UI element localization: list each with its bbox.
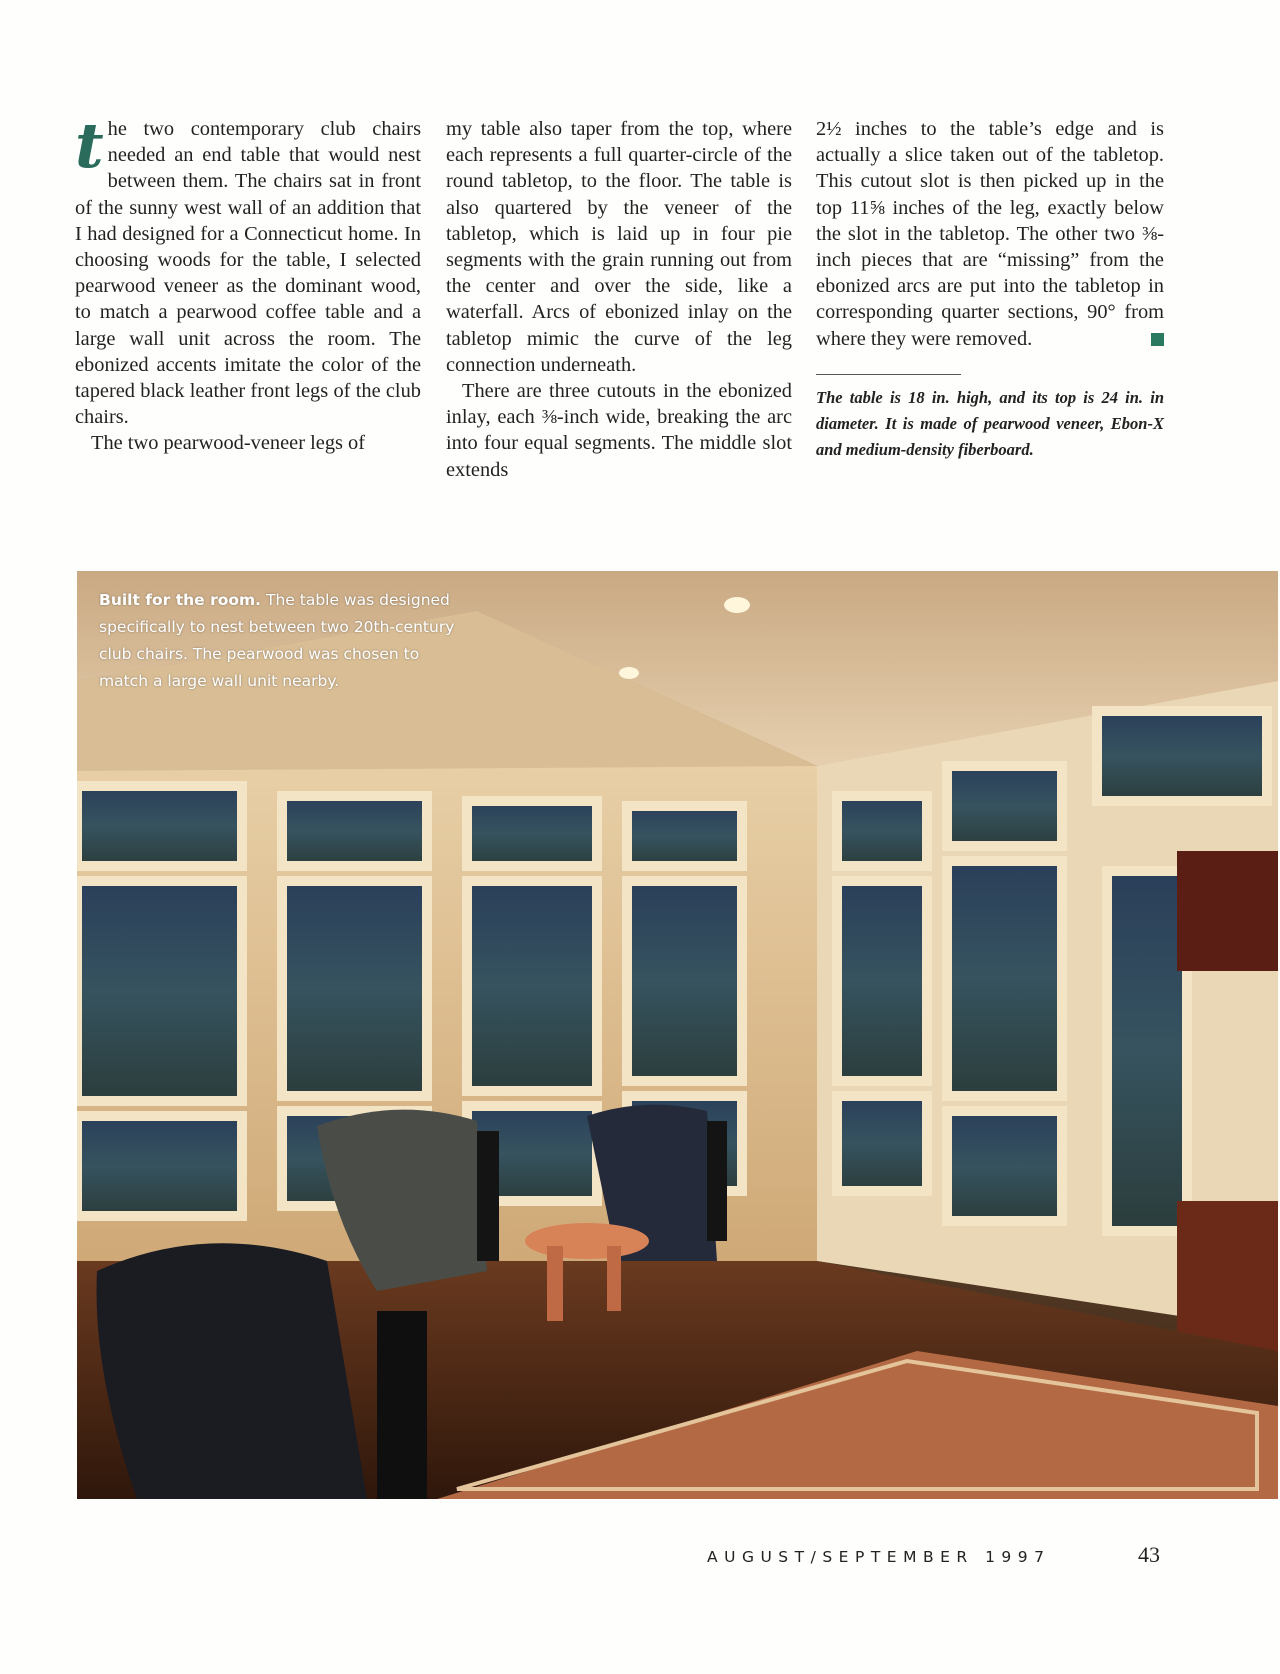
photo-caption-text: The table was designed specifically to nest between two 20th-century club chairs. The pearwood was chosen to match a large wall unit nearby. (99, 591, 455, 690)
photo-caption (99, 587, 459, 695)
photo-caption-lead: Built for the room. (99, 591, 262, 609)
caption-rule (816, 374, 961, 375)
issue-date: AUGUST/SEPTEMBER 1997 (707, 1548, 1051, 1566)
article-column-3 (816, 116, 1164, 463)
paragraph: There are three cutouts in the ebonized inlay, each ⅜-inch wide, breaking the arc into four equal segments. The middle slot extends (446, 380, 792, 481)
paragraph: The two pearwood-veneer legs of (91, 432, 366, 455)
page-number: 43 (1138, 1542, 1160, 1567)
room-photo (77, 571, 1278, 1499)
paragraph (75, 109, 421, 430)
paragraph: my table also taper from the top, where each represents a full quarter-circle of the round tabletop, to the floor. The table is also quartered by the veneer of the tabletop, which is laid up in four pie segments with the grain running out from the center and over the side, like a waterfall. Arcs of ebonized inlay on the tabletop mimic the curve of the leg connection underneath. (446, 118, 792, 376)
room-illustration (77, 571, 1278, 1499)
side-caption: The table is 18 in. high, and its top is 24 in. in diameter. It is made of pearwood veneer, Ebon-X and medium-density fiberboard. (816, 387, 1164, 459)
end-mark-icon (1151, 333, 1164, 346)
drop-cap: t (75, 109, 104, 182)
paragraph-text: he two contemporary club chairs needed an end table that would nest between them. The chairs sat in front of the sunny west wall of an addition that I had designed for a Connecticut home. In choosing woods for the table, I selected pearwood veneer as the dominant wood, to match a pearwood coffee table and a large wall unit across the room. The ebonized accents imitate the color of the tapered black leather front legs of the club chairs. (75, 118, 421, 429)
article-column-2 (446, 116, 792, 483)
article-column-1 (75, 109, 421, 457)
paragraph-text: 2½ inches to the table’s edge and is actually a slice taken out of the tabletop. This cutout slot is then picked up in the top 11⅝ inches of the leg, exactly below the slot in the tabletop. The other two ⅜-inch pieces that are “missing” from the ebonized arcs are put into the tabletop in corresponding quarter sections, 90° from where they were removed. (816, 118, 1164, 350)
paragraph (816, 116, 1164, 352)
